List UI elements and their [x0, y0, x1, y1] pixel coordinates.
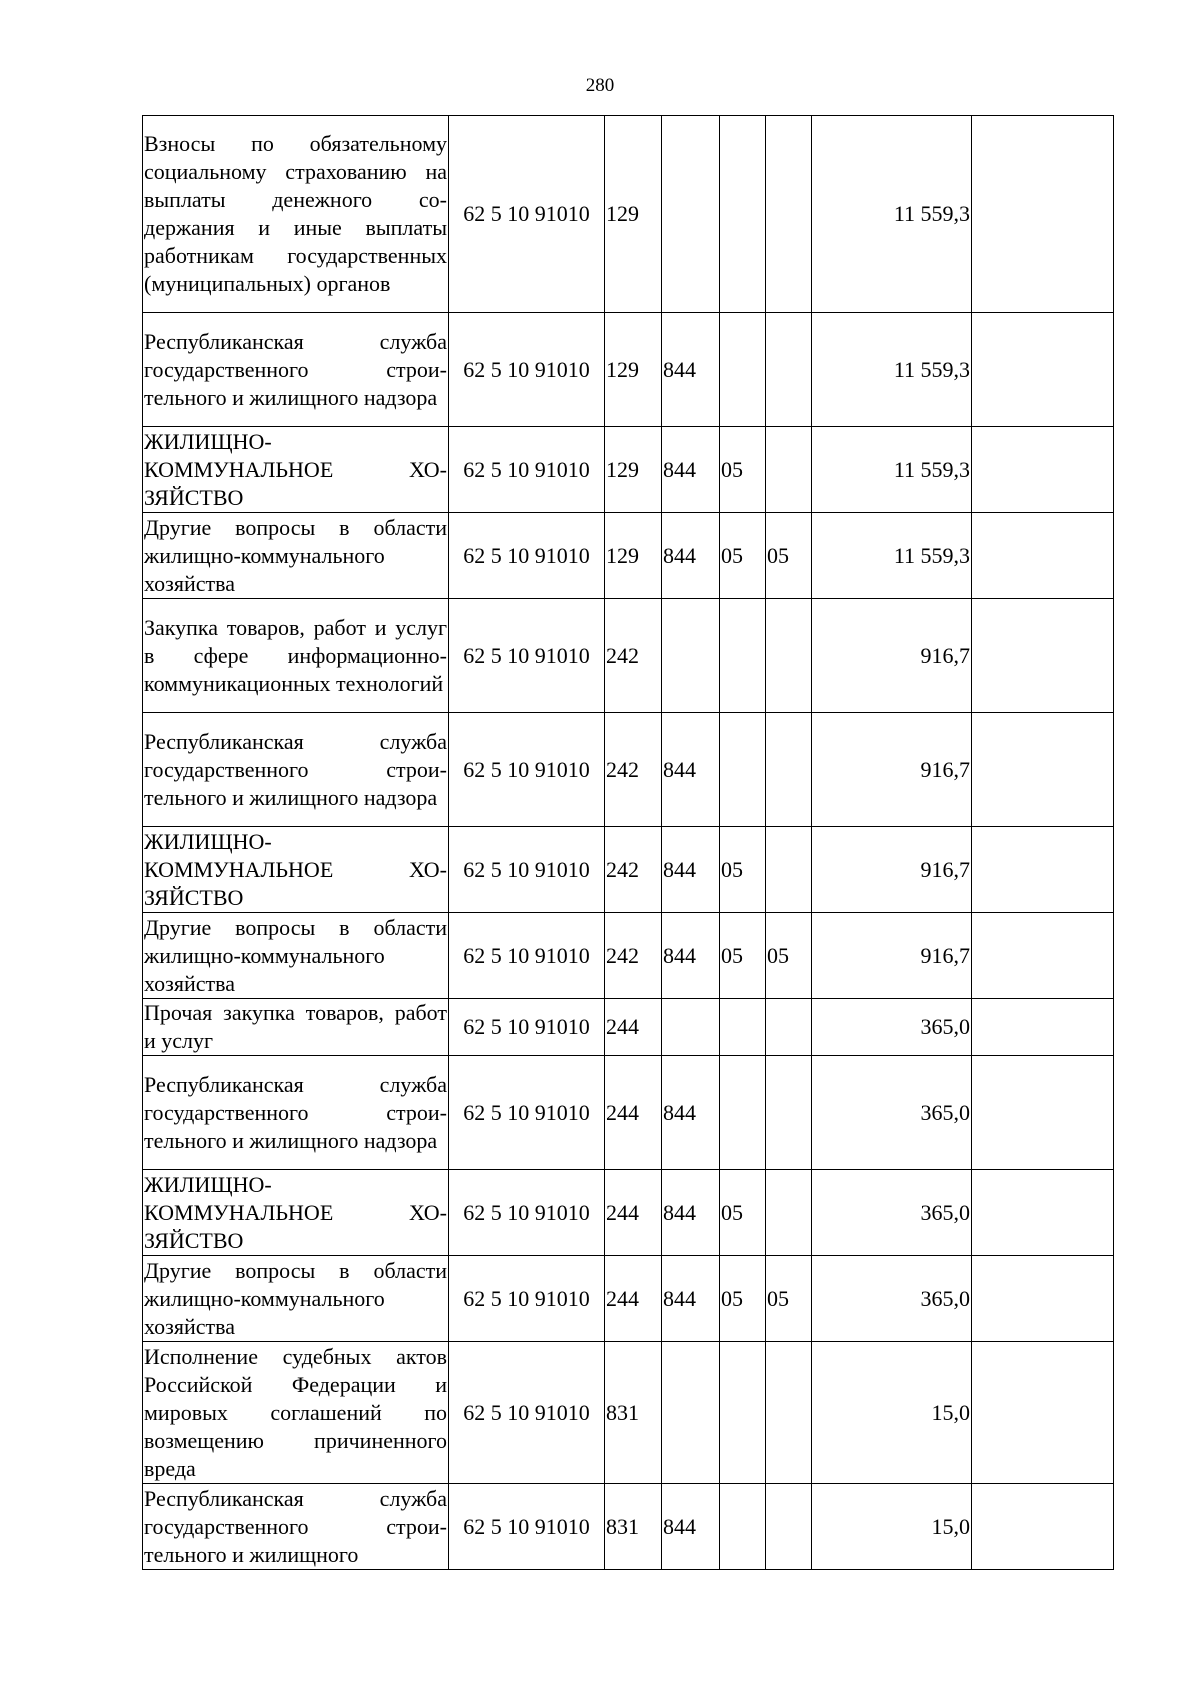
- target-article-cell: 62 5 10 91010: [449, 999, 605, 1056]
- row-name-cell: ЖИЛИЩНО-КОММУНАЛЬНОЕ ХОЗЯЙСТВО: [143, 827, 449, 913]
- section-cell: 05: [720, 827, 766, 913]
- section-cell: [720, 1342, 766, 1484]
- section-cell: 05: [720, 1256, 766, 1342]
- row-name-cell: Другие вопросы в области жилищно-коммунального хозяйства: [143, 513, 449, 599]
- table-row: [143, 427, 1114, 513]
- expense-type-cell: 242: [605, 913, 662, 999]
- expense-type-cell: 129: [605, 427, 662, 513]
- expense-type-cell: 129: [605, 116, 662, 313]
- budget-table: [142, 115, 1114, 1570]
- subsection-cell: [766, 599, 812, 713]
- row-name-cell: Исполнение судебных актов Российской Федерации и мировых соглашений по возмещению причиненного вреда: [143, 1342, 449, 1484]
- administrator-cell: 844: [662, 1170, 720, 1256]
- subsection-cell: [766, 713, 812, 827]
- amount-cell: 916,7: [812, 827, 972, 913]
- table-row: [143, 827, 1114, 913]
- empty-cell: [972, 116, 1114, 313]
- expense-type-cell: 129: [605, 313, 662, 427]
- empty-cell: [972, 827, 1114, 913]
- row-name-cell: Республиканская служба государственного строительного и жилищного надзора: [143, 313, 449, 427]
- section-cell: [720, 116, 766, 313]
- target-article-cell: 62 5 10 91010: [449, 599, 605, 713]
- amount-cell: 11 559,3: [812, 513, 972, 599]
- amount-cell: 916,7: [812, 913, 972, 999]
- empty-cell: [972, 513, 1114, 599]
- expense-type-cell: 242: [605, 599, 662, 713]
- subsection-cell: 05: [766, 1256, 812, 1342]
- administrator-cell: 844: [662, 1056, 720, 1170]
- target-article-cell: 62 5 10 91010: [449, 1484, 605, 1570]
- subsection-cell: [766, 827, 812, 913]
- table-row: [143, 313, 1114, 427]
- row-name-cell: Республиканская служба государственного строительного и жилищного надзора: [143, 1056, 449, 1170]
- page-number: 280: [585, 75, 615, 96]
- row-name-cell: Взносы по обязательному социальному страхованию на выплаты денежного содержания и иные выплаты работникам государственных (муниципальных) органов: [143, 116, 449, 313]
- subsection-cell: [766, 999, 812, 1056]
- empty-cell: [972, 999, 1114, 1056]
- row-name-cell: Республиканская служба государственного строительного и жилищного надзора: [143, 713, 449, 827]
- expense-type-cell: 831: [605, 1342, 662, 1484]
- amount-cell: 365,0: [812, 1056, 972, 1170]
- table-row: [143, 913, 1114, 999]
- row-name-cell: Другие вопросы в области жилищно-коммунального хозяйства: [143, 1256, 449, 1342]
- table-row: [143, 1056, 1114, 1170]
- empty-cell: [972, 713, 1114, 827]
- section-cell: [720, 713, 766, 827]
- section-cell: [720, 313, 766, 427]
- table-row: [143, 713, 1114, 827]
- amount-cell: 916,7: [812, 599, 972, 713]
- expense-type-cell: 244: [605, 1056, 662, 1170]
- section-cell: [720, 1056, 766, 1170]
- empty-cell: [972, 1256, 1114, 1342]
- administrator-cell: [662, 999, 720, 1056]
- row-name-cell: ЖИЛИЩНО-КОММУНАЛЬНОЕ ХОЗЯЙСТВО: [143, 1170, 449, 1256]
- subsection-cell: 05: [766, 913, 812, 999]
- administrator-cell: 844: [662, 713, 720, 827]
- subsection-cell: [766, 1484, 812, 1570]
- row-name-cell: Закупка товаров, работ и услуг в сфере информационно-коммуникационных технологий: [143, 599, 449, 713]
- target-article-cell: 62 5 10 91010: [449, 513, 605, 599]
- empty-cell: [972, 1484, 1114, 1570]
- expense-type-cell: 129: [605, 513, 662, 599]
- target-article-cell: 62 5 10 91010: [449, 827, 605, 913]
- subsection-cell: [766, 1342, 812, 1484]
- expense-type-cell: 244: [605, 1256, 662, 1342]
- subsection-cell: 05: [766, 513, 812, 599]
- table-row: [143, 1342, 1114, 1484]
- section-cell: 05: [720, 427, 766, 513]
- administrator-cell: 844: [662, 1256, 720, 1342]
- section-cell: [720, 999, 766, 1056]
- administrator-cell: [662, 1342, 720, 1484]
- amount-cell: 15,0: [812, 1484, 972, 1570]
- table-row: [143, 116, 1114, 313]
- empty-cell: [972, 599, 1114, 713]
- empty-cell: [972, 913, 1114, 999]
- amount-cell: 916,7: [812, 713, 972, 827]
- subsection-cell: [766, 427, 812, 513]
- section-cell: 05: [720, 913, 766, 999]
- subsection-cell: [766, 1170, 812, 1256]
- empty-cell: [972, 427, 1114, 513]
- administrator-cell: 844: [662, 827, 720, 913]
- target-article-cell: 62 5 10 91010: [449, 913, 605, 999]
- empty-cell: [972, 1056, 1114, 1170]
- table-row: [143, 1170, 1114, 1256]
- target-article-cell: 62 5 10 91010: [449, 713, 605, 827]
- amount-cell: 15,0: [812, 1342, 972, 1484]
- administrator-cell: 844: [662, 1484, 720, 1570]
- amount-cell: 11 559,3: [812, 427, 972, 513]
- row-name-cell: ЖИЛИЩНО-КОММУНАЛЬНОЕ ХОЗЯЙСТВО: [143, 427, 449, 513]
- subsection-cell: [766, 116, 812, 313]
- amount-cell: 365,0: [812, 1256, 972, 1342]
- expense-type-cell: 242: [605, 713, 662, 827]
- target-article-cell: 62 5 10 91010: [449, 1342, 605, 1484]
- administrator-cell: [662, 599, 720, 713]
- target-article-cell: 62 5 10 91010: [449, 116, 605, 313]
- subsection-cell: [766, 313, 812, 427]
- section-cell: 05: [720, 1170, 766, 1256]
- administrator-cell: 844: [662, 313, 720, 427]
- target-article-cell: 62 5 10 91010: [449, 313, 605, 427]
- administrator-cell: 844: [662, 513, 720, 599]
- administrator-cell: 844: [662, 427, 720, 513]
- amount-cell: 365,0: [812, 1170, 972, 1256]
- row-name-cell: Другие вопросы в области жилищно-коммунального хозяйства: [143, 913, 449, 999]
- amount-cell: 11 559,3: [812, 116, 972, 313]
- section-cell: [720, 1484, 766, 1570]
- expense-type-cell: 244: [605, 999, 662, 1056]
- table-row: [143, 999, 1114, 1056]
- empty-cell: [972, 313, 1114, 427]
- row-name-cell: Республиканская служба государственного строительного и жилищного: [143, 1484, 449, 1570]
- expense-type-cell: 242: [605, 827, 662, 913]
- section-cell: 05: [720, 513, 766, 599]
- table-row: [143, 599, 1114, 713]
- expense-type-cell: 244: [605, 1170, 662, 1256]
- target-article-cell: 62 5 10 91010: [449, 1256, 605, 1342]
- subsection-cell: [766, 1056, 812, 1170]
- target-article-cell: 62 5 10 91010: [449, 1056, 605, 1170]
- administrator-cell: 844: [662, 913, 720, 999]
- administrator-cell: [662, 116, 720, 313]
- table-row: [143, 1484, 1114, 1570]
- row-name-cell: Прочая закупка товаров, работ и услуг: [143, 999, 449, 1056]
- amount-cell: 11 559,3: [812, 313, 972, 427]
- empty-cell: [972, 1170, 1114, 1256]
- amount-cell: 365,0: [812, 999, 972, 1056]
- table-row: [143, 513, 1114, 599]
- section-cell: [720, 599, 766, 713]
- target-article-cell: 62 5 10 91010: [449, 1170, 605, 1256]
- empty-cell: [972, 1342, 1114, 1484]
- expense-type-cell: 831: [605, 1484, 662, 1570]
- table-row: [143, 1256, 1114, 1342]
- target-article-cell: 62 5 10 91010: [449, 427, 605, 513]
